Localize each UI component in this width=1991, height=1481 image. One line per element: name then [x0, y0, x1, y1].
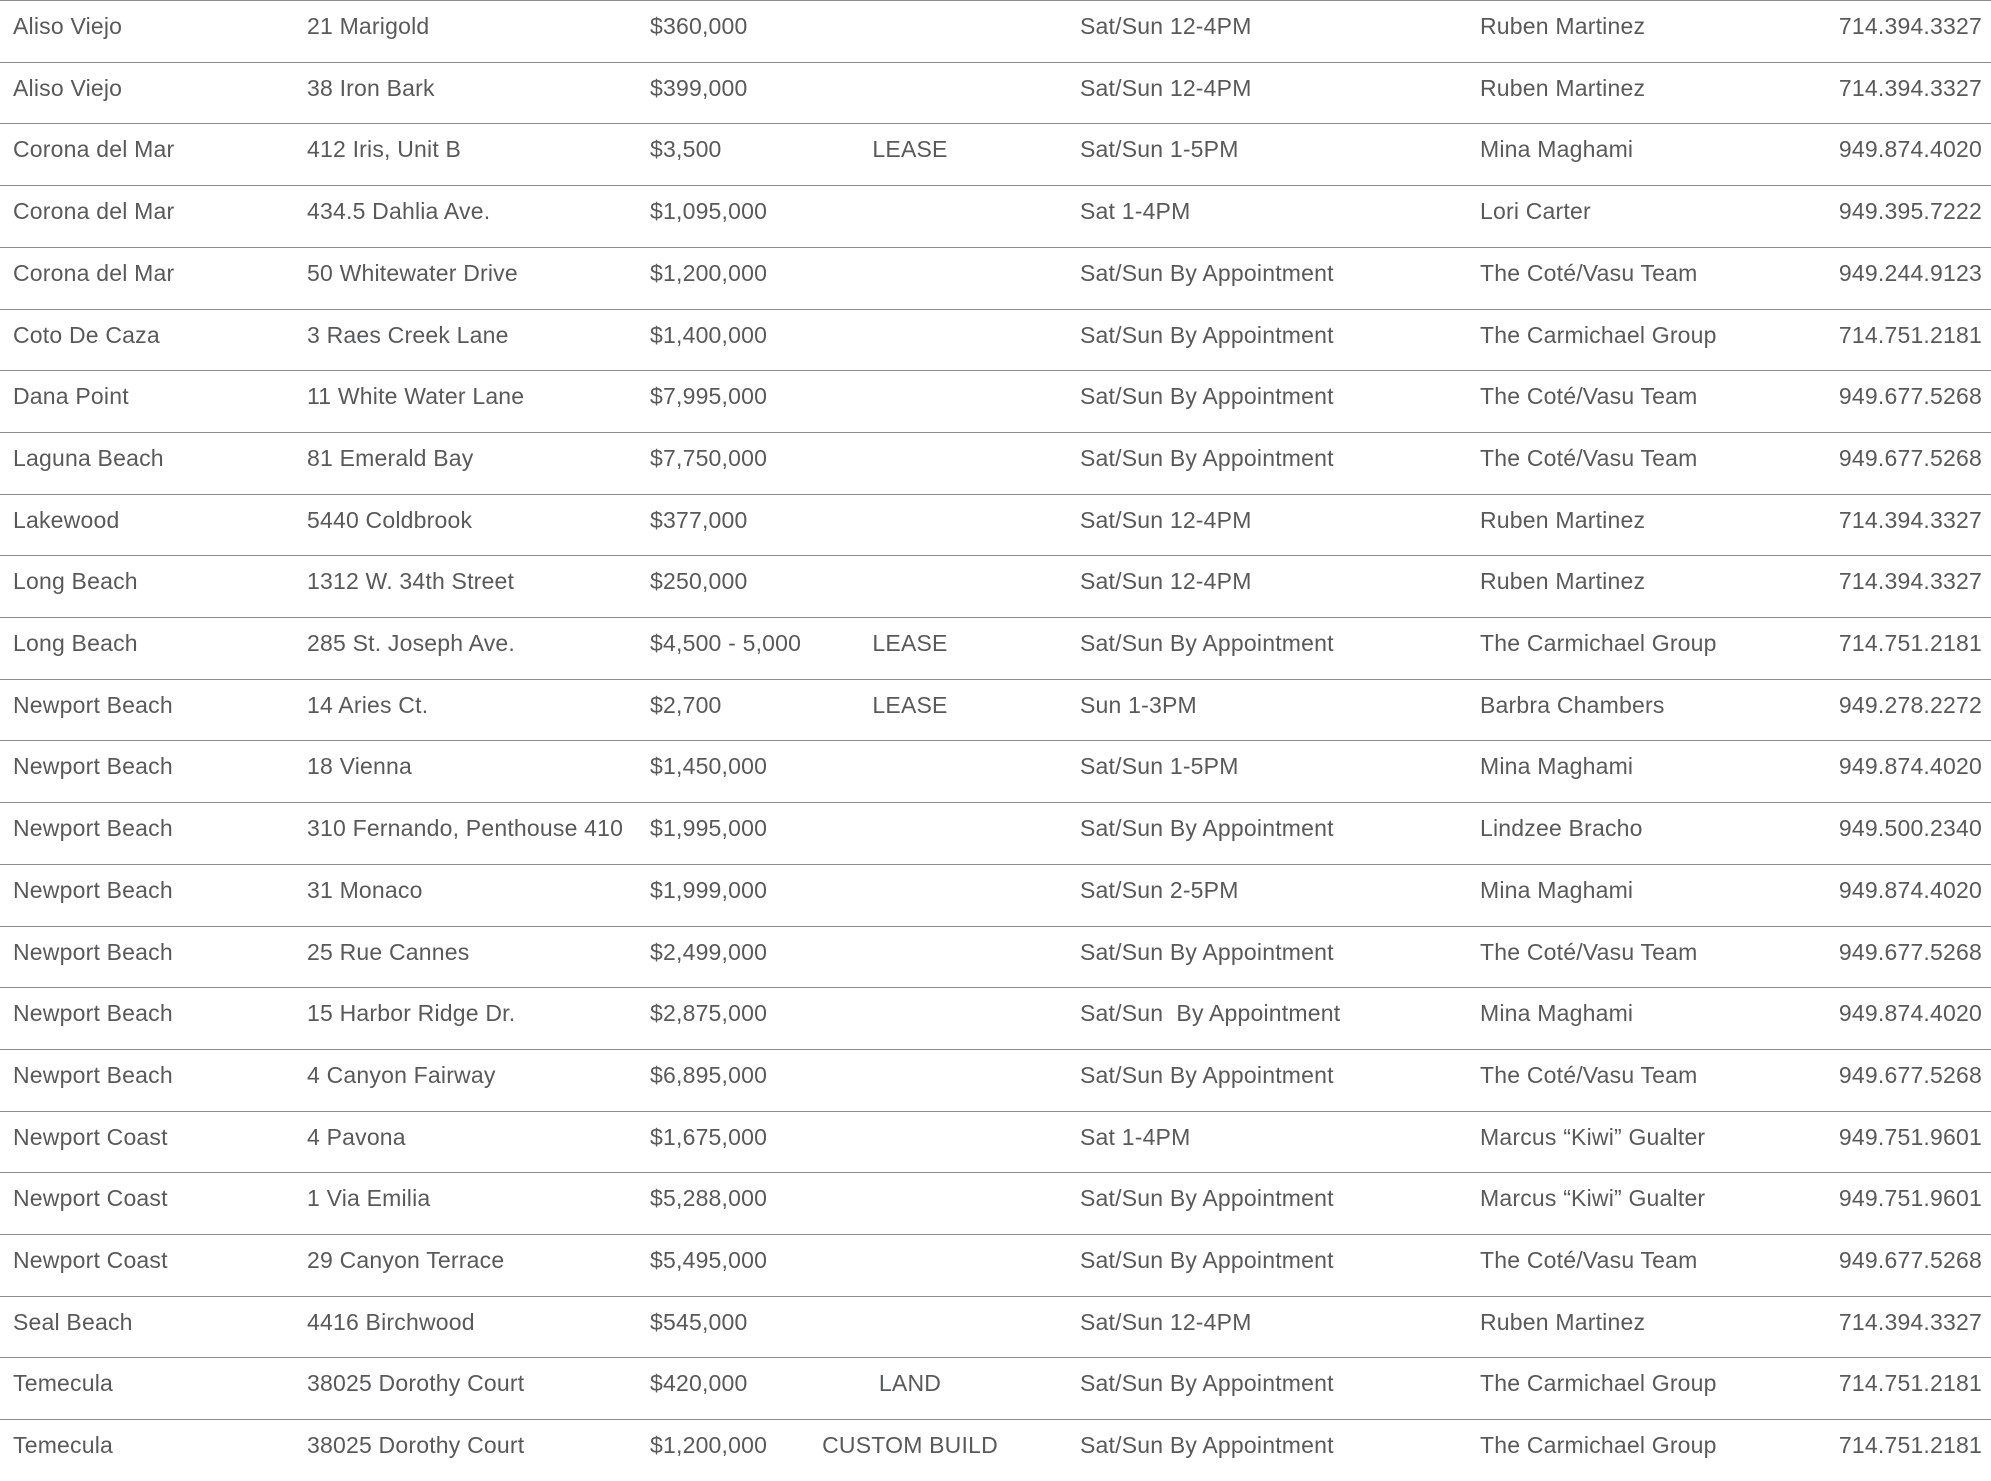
cell-agent: Ruben Martinez: [1480, 506, 1646, 533]
cell-address: 434.5 Dahlia Ave.: [307, 198, 491, 225]
table-row: [0, 309, 1991, 371]
cell-type: [820, 371, 1000, 382]
cell-phone: 949.500.2340: [1838, 815, 1982, 842]
cell-agent: The Coté/Vasu Team: [1480, 1247, 1698, 1274]
table-row: [0, 1172, 1991, 1234]
cell-agent: Mina Maghami: [1480, 876, 1634, 903]
cell-city: Dana Point: [13, 383, 129, 410]
cell-address: 285 St. Joseph Ave.: [307, 630, 515, 657]
table-row: [0, 247, 1991, 309]
table-row: [0, 432, 1991, 494]
table-row: [0, 864, 1991, 926]
cell-phone: 949.677.5268: [1838, 1247, 1982, 1274]
cell-agent: Barbra Chambers: [1480, 691, 1665, 718]
table-row: [0, 1419, 1991, 1481]
cell-phone: 949.677.5268: [1838, 444, 1982, 471]
cell-phone: 949.244.9123: [1838, 259, 1982, 286]
cell-agent: Ruben Martinez: [1480, 13, 1646, 39]
cell-phone: 714.394.3327: [1838, 13, 1982, 39]
cell-city: Newport Coast: [13, 1185, 168, 1212]
table-row: [0, 555, 1991, 617]
cell-price: $6,895,000: [650, 1061, 768, 1088]
cell-city: Newport Beach: [13, 1061, 173, 1088]
cell-time: Sat/Sun By Appointment: [1080, 938, 1334, 965]
cell-address: 81 Emerald Bay: [307, 444, 474, 471]
table-row: [0, 1296, 1991, 1358]
cell-address: 38025 Dorothy Court: [307, 1370, 525, 1397]
cell-phone: 714.394.3327: [1838, 568, 1982, 595]
cell-phone: 714.751.2181: [1838, 1432, 1982, 1459]
table-row: [0, 185, 1991, 247]
cell-type: LEASE: [872, 136, 948, 163]
table-row: [0, 123, 1991, 185]
cell-type: [820, 248, 1000, 259]
cell-time: Sat/Sun By Appointment: [1080, 1370, 1334, 1397]
cell-address: 412 Iris, Unit B: [307, 136, 462, 163]
cell-city: Newport Beach: [13, 876, 173, 903]
cell-address: 11 White Water Lane: [307, 383, 525, 410]
cell-price: $1,995,000: [650, 815, 768, 842]
cell-price: $7,750,000: [650, 444, 768, 471]
cell-price: $7,995,000: [650, 383, 768, 410]
cell-phone: 714.751.2181: [1838, 630, 1982, 657]
cell-time: Sat/Sun By Appointment: [1080, 444, 1334, 471]
cell-agent: Marcus “Kiwi” Gualter: [1480, 1123, 1706, 1150]
cell-price: $1,095,000: [650, 198, 768, 225]
cell-price: $399,000: [650, 74, 748, 101]
cell-address: 4 Pavona: [307, 1123, 406, 1150]
cell-time: Sat/Sun 1-5PM: [1080, 753, 1239, 780]
cell-agent: The Carmichael Group: [1480, 321, 1717, 348]
cell-price: $1,400,000: [650, 321, 768, 348]
cell-agent: Ruben Martinez: [1480, 1308, 1646, 1335]
cell-type: [820, 186, 1000, 197]
cell-city: Newport Beach: [13, 753, 173, 780]
cell-phone: 949.677.5268: [1838, 938, 1982, 965]
cell-type: LAND: [878, 1370, 942, 1397]
cell-time: Sat/Sun 12-4PM: [1080, 74, 1252, 101]
cell-address: 18 Vienna: [307, 753, 412, 780]
cell-time: Sat 1-4PM: [1080, 1123, 1191, 1150]
cell-agent: Ruben Martinez: [1480, 74, 1646, 101]
cell-time: Sat/Sun By Appointment: [1080, 1247, 1334, 1274]
cell-type: [820, 927, 1000, 938]
cell-type: [820, 495, 1000, 506]
table-row: [0, 370, 1991, 432]
cell-address: 3 Raes Creek Lane: [307, 321, 509, 348]
cell-type: [820, 1, 1000, 12]
cell-city: Newport Beach: [13, 1000, 173, 1027]
cell-phone: 949.874.4020: [1838, 136, 1982, 163]
cell-phone: 949.874.4020: [1838, 876, 1982, 903]
cell-address: 1312 W. 34th Street: [307, 568, 515, 595]
cell-time: Sat/Sun 12-4PM: [1080, 13, 1252, 39]
cell-type: [820, 741, 1000, 752]
cell-agent: The Coté/Vasu Team: [1480, 444, 1698, 471]
cell-phone: 949.874.4020: [1838, 1000, 1982, 1027]
cell-type: [820, 556, 1000, 567]
cell-time: Sat/Sun By Appointment: [1080, 1061, 1334, 1088]
cell-price: $2,700: [650, 691, 722, 718]
cell-agent: The Carmichael Group: [1480, 630, 1717, 657]
cell-price: $250,000: [650, 568, 748, 595]
cell-city: Corona del Mar: [13, 259, 175, 286]
cell-price: $5,495,000: [650, 1247, 768, 1274]
cell-agent: The Coté/Vasu Team: [1480, 383, 1698, 410]
cell-address: 31 Monaco: [307, 876, 423, 903]
cell-price: $3,500: [650, 136, 722, 163]
cell-phone: 714.751.2181: [1838, 1370, 1982, 1397]
cell-agent: The Coté/Vasu Team: [1480, 259, 1698, 286]
cell-address: 1 Via Emilia: [307, 1185, 431, 1212]
cell-time: Sat/Sun 2-5PM: [1080, 876, 1239, 903]
cell-phone: 949.874.4020: [1838, 753, 1982, 780]
cell-address: 38 Iron Bark: [307, 74, 435, 101]
cell-phone: 714.751.2181: [1838, 321, 1982, 348]
cell-address: 4416 Birchwood: [307, 1308, 475, 1335]
cell-city: Newport Coast: [13, 1123, 168, 1150]
cell-price: $1,200,000: [650, 1432, 768, 1459]
cell-time: Sat/Sun By Appointment: [1080, 1000, 1341, 1027]
cell-address: 50 Whitewater Drive: [307, 259, 518, 286]
table-row: [0, 1111, 1991, 1173]
cell-price: $420,000: [650, 1370, 748, 1397]
cell-time: Sat/Sun By Appointment: [1080, 1185, 1334, 1212]
cell-city: Aliso Viejo: [13, 13, 123, 39]
cell-city: Corona del Mar: [13, 198, 175, 225]
cell-time: Sat/Sun 12-4PM: [1080, 506, 1252, 533]
cell-address: 25 Rue Cannes: [307, 938, 470, 965]
cell-address: 310 Fernando, Penthouse 410: [307, 815, 624, 842]
cell-phone: 949.751.9601: [1838, 1123, 1982, 1150]
cell-city: Laguna Beach: [13, 444, 164, 471]
cell-type: [820, 63, 1000, 74]
cell-time: Sat/Sun By Appointment: [1080, 630, 1334, 657]
cell-price: $2,875,000: [650, 1000, 768, 1027]
cell-city: Lakewood: [13, 506, 120, 533]
cell-agent: The Coté/Vasu Team: [1480, 938, 1698, 965]
cell-type: LEASE: [872, 691, 948, 718]
cell-agent: Mina Maghami: [1480, 1000, 1634, 1027]
cell-address: 21 Marigold: [307, 13, 430, 39]
cell-agent: Lindzee Bracho: [1480, 815, 1643, 842]
cell-price: $1,675,000: [650, 1123, 768, 1150]
cell-agent: Mina Maghami: [1480, 753, 1634, 780]
cell-address: 4 Canyon Fairway: [307, 1061, 496, 1088]
table-row: [0, 617, 1991, 679]
cell-phone: 949.677.5268: [1838, 383, 1982, 410]
cell-city: Newport Beach: [13, 815, 173, 842]
cell-time: Sat/Sun By Appointment: [1080, 259, 1334, 286]
cell-type: [820, 1112, 1000, 1123]
cell-address: 29 Canyon Terrace: [307, 1247, 505, 1274]
cell-type: [820, 803, 1000, 814]
cell-type: [820, 988, 1000, 999]
cell-agent: The Carmichael Group: [1480, 1370, 1717, 1397]
cell-price: $377,000: [650, 506, 748, 533]
cell-price: $360,000: [650, 13, 748, 39]
table-row: [0, 802, 1991, 864]
cell-type: CUSTOM BUILD: [822, 1432, 998, 1459]
table-row: [0, 494, 1991, 556]
cell-city: Long Beach: [13, 630, 138, 657]
cell-city: Newport Beach: [13, 691, 173, 718]
cell-time: Sat/Sun 1-5PM: [1080, 136, 1239, 163]
cell-phone: 714.394.3327: [1838, 506, 1982, 533]
cell-phone: 949.395.7222: [1838, 198, 1982, 225]
cell-price: $5,288,000: [650, 1185, 768, 1212]
cell-type: [820, 865, 1000, 876]
cell-time: Sat/Sun 12-4PM: [1080, 568, 1252, 595]
cell-agent: Marcus “Kiwi” Gualter: [1480, 1185, 1706, 1212]
table-row: [0, 1357, 1991, 1419]
table-row: [0, 987, 1991, 1049]
cell-agent: The Carmichael Group: [1480, 1432, 1717, 1459]
cell-agent: Lori Carter: [1480, 198, 1591, 225]
table-row: [0, 679, 1991, 741]
cell-city: Long Beach: [13, 568, 138, 595]
cell-address: 14 Aries Ct.: [307, 691, 429, 718]
cell-phone: 949.278.2272: [1838, 691, 1982, 718]
cell-agent: Mina Maghami: [1480, 136, 1634, 163]
cell-time: Sat/Sun By Appointment: [1080, 321, 1334, 348]
cell-address: 5440 Coldbrook: [307, 506, 473, 533]
cell-address: 38025 Dorothy Court: [307, 1432, 525, 1459]
cell-phone: 714.394.3327: [1838, 74, 1982, 101]
cell-time: Sun 1-3PM: [1080, 691, 1197, 718]
cell-phone: 949.751.9601: [1838, 1185, 1982, 1212]
cell-agent: The Coté/Vasu Team: [1480, 1061, 1698, 1088]
cell-time: Sat/Sun By Appointment: [1080, 383, 1334, 410]
cell-time: Sat 1-4PM: [1080, 198, 1191, 225]
cell-city: Temecula: [13, 1370, 114, 1397]
cell-price: $1,200,000: [650, 259, 768, 286]
cell-time: Sat/Sun 12-4PM: [1080, 1308, 1252, 1335]
cell-time: Sat/Sun By Appointment: [1080, 815, 1334, 842]
cell-type: [820, 1297, 1000, 1308]
cell-time: Sat/Sun By Appointment: [1080, 1432, 1334, 1459]
cell-price: $1,999,000: [650, 876, 768, 903]
cell-city: Newport Coast: [13, 1247, 168, 1274]
cell-address: 15 Harbor Ridge Dr.: [307, 1000, 516, 1027]
cell-price: $545,000: [650, 1308, 748, 1335]
cell-price: $2,499,000: [650, 938, 768, 965]
cell-city: Coto De Caza: [13, 321, 160, 348]
table-row: [0, 0, 1991, 62]
cell-type: [820, 1173, 1000, 1184]
cell-phone: 949.677.5268: [1838, 1061, 1982, 1088]
cell-phone: 714.394.3327: [1838, 1308, 1982, 1335]
cell-city: Corona del Mar: [13, 136, 175, 163]
table-row: [0, 62, 1991, 124]
cell-type: LEASE: [872, 630, 948, 657]
cell-city: Aliso Viejo: [13, 74, 123, 101]
cell-type: [820, 1235, 1000, 1246]
cell-price: $1,450,000: [650, 753, 768, 780]
cell-city: Seal Beach: [13, 1308, 133, 1335]
cell-price: $4,500 - 5,000: [650, 630, 802, 657]
cell-city: Temecula: [13, 1432, 114, 1459]
cell-type: [820, 433, 1000, 444]
table-row: [0, 740, 1991, 802]
table-row: [0, 1049, 1991, 1111]
table-row: [0, 926, 1991, 988]
cell-type: [820, 310, 1000, 321]
cell-city: Newport Beach: [13, 938, 173, 965]
cell-agent: Ruben Martinez: [1480, 568, 1646, 595]
table-row: [0, 1234, 1991, 1296]
cell-type: [820, 1050, 1000, 1061]
